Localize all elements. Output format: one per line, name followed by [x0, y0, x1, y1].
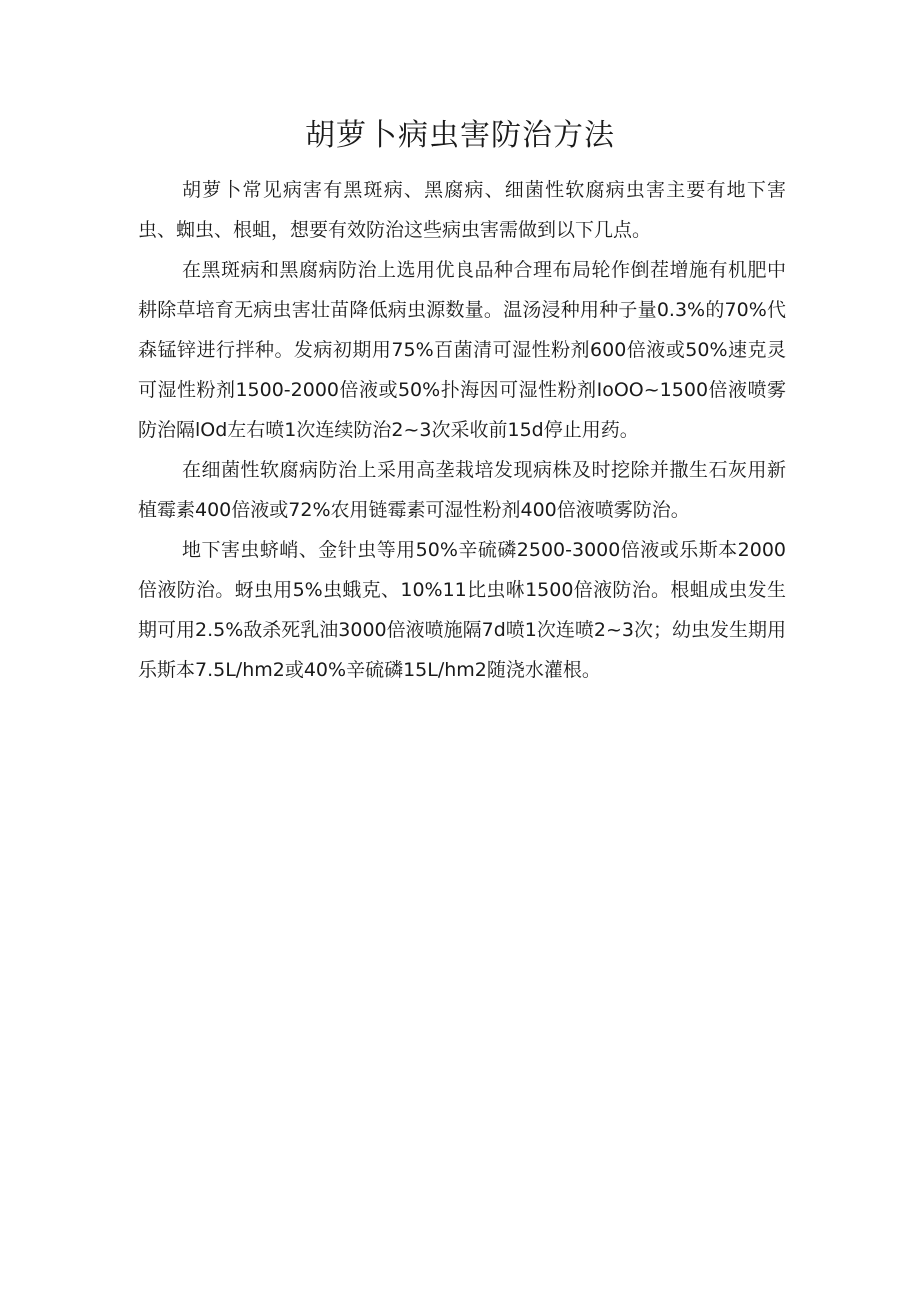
paragraph-black-spot-rot: 在黑斑病和黑腐病防治上选用优良品种合理布局轮作倒茬增施有机肥中耕除草培育无病虫害壮苗降低病虫源数量。温汤浸种用种子量0.3%的70%代森锰锌进行拌种。发病初期用75%百菌清可湿性粉剂600倍液或50%速克灵可湿性粉剂1500-2000倍液或50%扑海因可湿性粉剂IoOO~1500倍液喷雾防治隔lOd左右喷1次连续防治2~3次采收前15d停止用药。 [138, 259, 786, 441]
document-body [138, 170, 786, 690]
document-title: 胡萝卜病虫害防治方法 [305, 118, 615, 153]
paragraph-intro: 胡萝卜常见病害有黑斑病、黑腐病、细菌性软腐病虫害主要有地下害虫、蜘虫、根蛆，想要有效防治这些病虫害需做到以下几点。 [138, 179, 786, 241]
paragraph-soft-rot: 在细菌性软腐病防治上采用高垄栽培发现病株及时挖除并撒生石灰用新植霉素400倍液或72%农用链霉素可湿性粉剂400倍液喷雾防治。 [138, 459, 786, 521]
paragraph-pests: 地下害虫蛴峭、金针虫等用50%辛硫磷2500-3000倍液或乐斯本2000倍液防治。蚜虫用5%虫蛾克、10%11比虫咻1500倍液防治。根蛆成虫发生期可用2.5%敌杀死乳油3000倍液喷施隔7d喷1次连喷2~3次；幼虫发生期用乐斯本7.5L∕hm2或40%辛硫磷15L∕hm2随浇水灌根。 [138, 539, 786, 681]
